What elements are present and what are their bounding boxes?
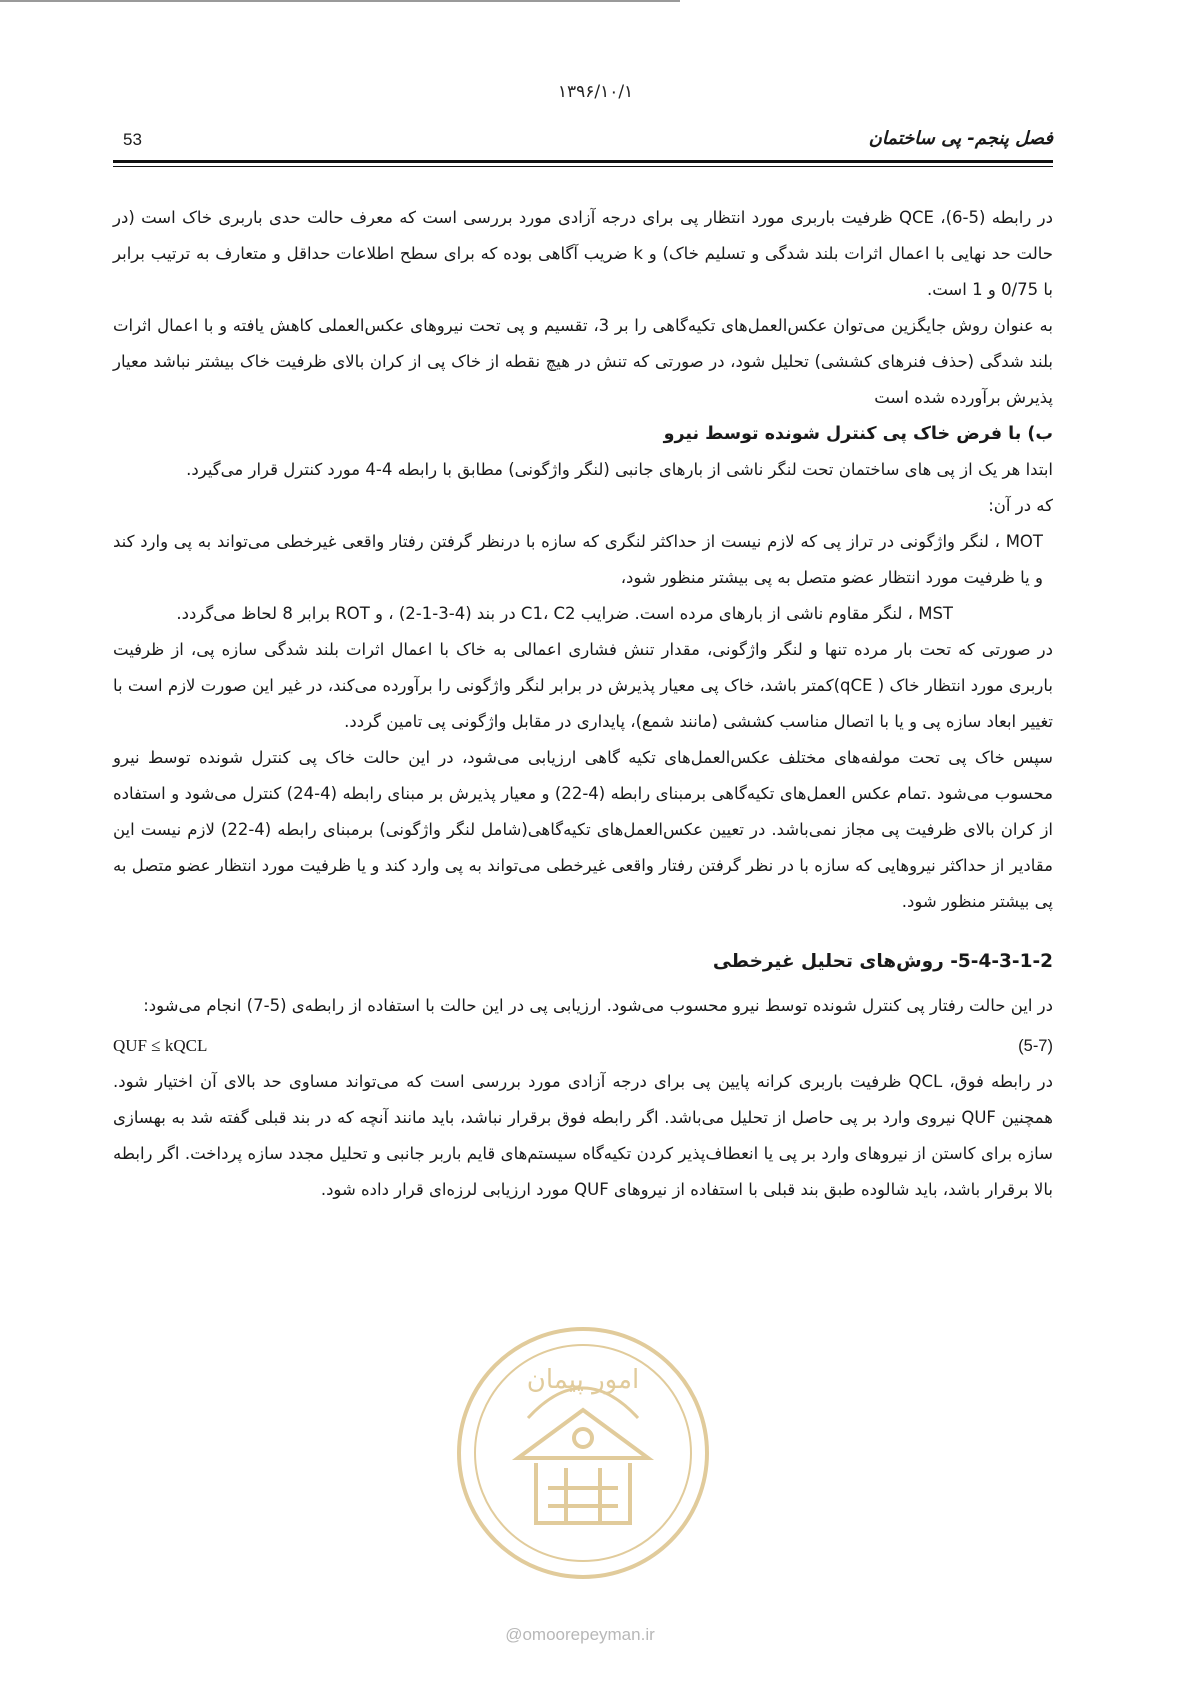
header-rule-thin	[113, 166, 1053, 167]
paragraph: ابتدا هر یک از پی های ساختمان تحت لنگر ناشی از بارهای جانبی (لنگر واژگونی) مطابق با رابطه 4-4 مورد کنترل قرار می‌گیرد.	[186, 460, 1053, 479]
definition-item: MST ، لنگر مقاوم ناشی از بارهای مرده است. ضرایب C1، C2 در بند (4-3-1-2) ، و ROT برابر 8 لحاظ می‌گردد.	[176, 604, 953, 623]
watermark-seal-icon	[448, 1318, 718, 1588]
section-title: 5-4-3-1-2- روش‌های تحلیل غیرخطی	[712, 951, 1053, 972]
paragraph: در این حالت رفتار پی کنترل شونده توسط نیرو محسوب می‌شود. ارزیابی پی در این حالت با استفاده از رابطه‌ی (5-7) انجام می‌شود:	[143, 996, 1053, 1015]
watermark-text: @omoorepeyman.ir	[505, 1625, 655, 1644]
page-number: 53	[123, 130, 142, 149]
paragraph: که در آن:	[988, 496, 1053, 515]
definition-item: MOT ، لنگر واژگونی در تراز پی که لازم نیست از حداکثر لنگری که سازه با درنظر گرفتن رفتار واقعی غیرخطی می‌تواند به پی وارد کند و یا ظرفیت مورد انتظار عضو متصل به پی بیشتر منظور شود،	[113, 532, 1043, 587]
equation-number: (5-7)	[1018, 1037, 1053, 1055]
paragraph: به عنوان روش جایگزین می‌توان عکس‌العمل‌های تکیه‌گاهی را بر 3، تقسیم و پی تحت نیروهای عکس‌العملی کاهش یافته و با اعمال اثرات بلند شدگی (حذف فنرهای کششی) تحلیل شود، در صورتی که تنش در هیچ نقطه از خاک پی از کران بالای ظرفیت خاک بیشتر نباشد معیار پذیرش برآورده شده است	[113, 316, 1053, 407]
page-body	[113, 200, 1053, 1208]
paragraph: در رابطه (5-6)، QCE ظرفیت باربری مورد انتظار پی برای درجه آزادی مورد بررسی است که معرف حالت حدی باربری خاک است (در حالت حد نهایی با اعمال اثرات بلند شدگی و تسلیم خاک) و k ضریب آگاهی بوده که برای سطح اطلاعات حداقل و متعارف به ترتیب برابر با 0/75 و 1 است.	[113, 208, 1054, 299]
header-rule	[113, 160, 1053, 163]
subheading: ب) با فرض خاک پی کنترل شونده توسط نیرو	[663, 424, 1053, 444]
equation-formula: QUF ≤ kQCL	[113, 1036, 208, 1055]
top-rule	[0, 0, 680, 2]
date-stamp: ۱۳۹۶/۱۰/۱	[557, 82, 634, 102]
paragraph: سپس خاک پی تحت مولفه‌های مختلف عکس‌العمل‌های تکیه گاهی ارزیابی می‌شود، در این حالت خاک پی کنترل شونده توسط نیرو محسوب می‌شود .تمام عکس العمل‌های تکیه‌گاهی برمبنای رابطه (4-22) و معیار پذیرش بر مبنای رابطه (4-24) کنترل می‌شود و استفاده از کران بالای ظرفیت پی مجاز نمی‌باشد. در تعیین عکس‌العمل‌های تکیه‌گاهی(شامل لنگر واژگونی) برمبنای رابطه (4-22) لازم نیست این مقادیر از حداکثر نیروهایی که سازه با در نظر گرفتن رفتار واقعی غیرخطی می‌تواند به پی وارد کند و یا ظرفیت مورد انتظار عضو متصل به پی بیشتر منظور شود.	[113, 748, 1054, 911]
paragraph: در رابطه فوق، QCL ظرفیت باربری کرانه پایین پی برای درجه آزادی مورد بررسی است که می‌تواند مساوی حد بالای آن اختیار شود. همچنین QUF نیروی وارد بر پی حاصل از تحلیل می‌باشد. اگر رابطه فوق برقرار نباشد، باید مانند آنچه که در بند قبلی گفته شد به بهسازی سازه برای کاستن از نیروهای وارد بر پی یا انعطاف‌پذیر کردن تکیه‌گاه سیستم‌های قایم باربر جانبی و تحلیل مجدد سازه پرداخت. اگر رابطه بالا برقرار باشد، باید شالوده طبق بند قبلی با استفاده از نیروهای QUF مورد ارزیابی لرزه‌ای قرار داده شود.	[113, 1072, 1053, 1199]
paragraph: در صورتی که تحت بار مرده تنها و لنگر واژگونی، مقدار تنش فشاری اعمالی به خاک با اعمال اثرات بلند شدگی سازه پی، از ظرفیت باربری مورد انتظار خاک ( qCE)کمتر باشد، خاک پی معیار پذیرش در برابر لنگر واژگونی را برآورده می‌کند، در غیر این صورت لازم است با تغییر ابعاد سازه پی و یا با اتصال مناسب کششی (مانند شمع)، پایداری در مقابل واژگونی پی تامین گردد.	[113, 640, 1053, 731]
chapter-title: فصل پنجم- پی ساختمان	[868, 128, 1053, 149]
page-header	[115, 126, 1053, 160]
seal-text: امور پیمان	[526, 1365, 640, 1395]
equation-line	[113, 1028, 1053, 1064]
